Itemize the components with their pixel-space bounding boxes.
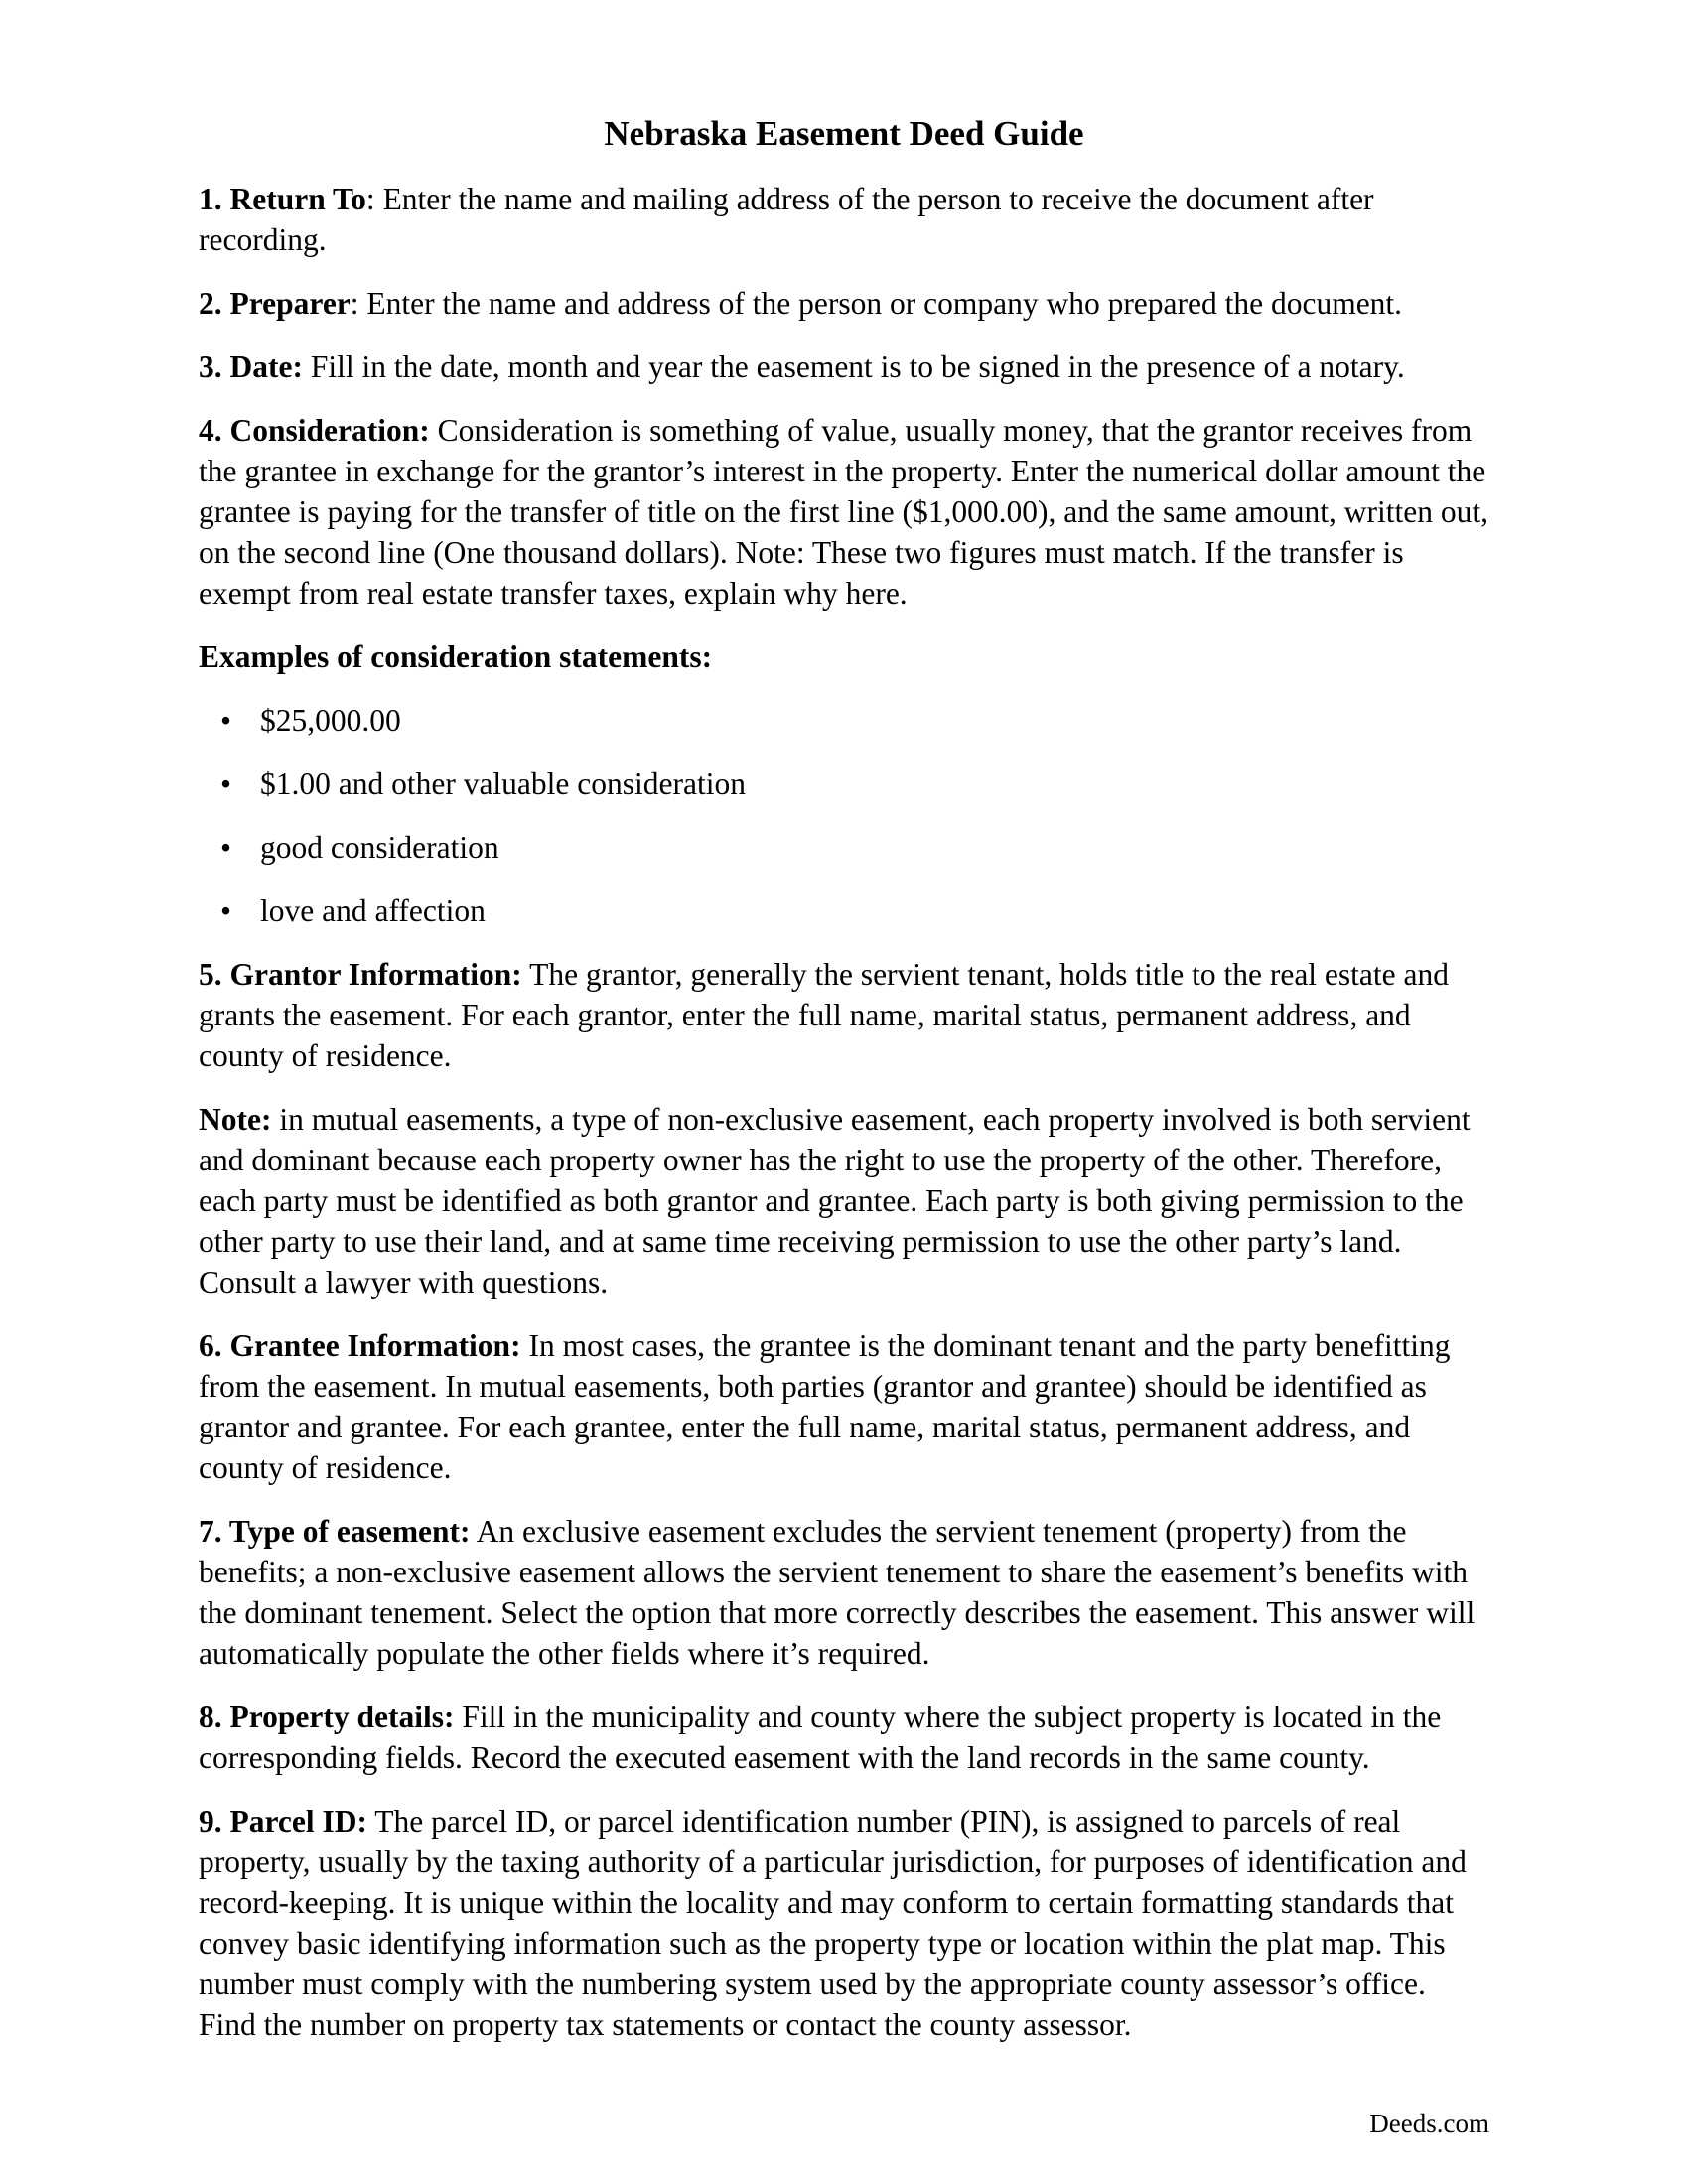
- list-item: [199, 763, 1489, 804]
- footer-brand: Deeds.com: [1369, 2109, 1489, 2138]
- bullet-icon: •: [220, 830, 232, 865]
- section-type-of-easement: [199, 1511, 1489, 1674]
- section-text: The parcel ID, or parcel identification number (PIN), is assigned to parcels of real property, usually by the taxing authority of a particular jurisdiction, for purposes of identification and record-keeping. It is unique within the locality and may conform to certain formatting standards that convey basic identifying information such as the property type or location within the plat map. This number must comply with the numbering system used by the appropriate county assessor’s office. Find the number on property tax statements or contact the county assessor.: [199, 1804, 1467, 2042]
- section-text: Fill in the date, month and year the easement is to be signed in the presence of a notary.: [302, 349, 1405, 384]
- section-label: 5. Grantor Information:: [199, 957, 522, 992]
- list-item-text: love and affection: [260, 893, 486, 928]
- section-text: Enter the name and address of the person or company who prepared the document.: [358, 286, 1403, 321]
- list-item: [199, 827, 1489, 868]
- section-preparer: [199, 283, 1489, 324]
- section-separator: :: [365, 182, 375, 216]
- section-consideration: [199, 410, 1489, 614]
- section-separator: :: [350, 286, 359, 321]
- examples-heading: Examples of consideration statements:: [199, 639, 713, 674]
- bullet-icon: •: [220, 703, 232, 738]
- section-text: Consideration is something of value, usually money, that the grantor receives from the grantee in exchange for the grantor’s interest in the property. Enter the numerical dollar amount the grantee is paying for the transfer of title on the first line ($1,000.00), and the same amount, written out, on the second line (One thousand dollars). Note: These two figures must match. If the transfer is exempt from real estate transfer taxes, explain why here.: [199, 413, 1489, 611]
- section-label: 9. Parcel ID:: [199, 1804, 367, 1839]
- section-label: 1. Return To: [199, 182, 366, 216]
- document-body: [199, 179, 1489, 2068]
- section-label: 6. Grantee Information:: [199, 1328, 521, 1363]
- section-date: [199, 346, 1489, 387]
- section-note: [199, 1099, 1489, 1302]
- section-property-details: [199, 1697, 1489, 1778]
- section-return-to: [199, 179, 1489, 260]
- section-label: 4. Consideration:: [199, 413, 430, 448]
- bullet-icon: •: [220, 893, 232, 928]
- section-text: Enter the name and mailing address of the person to receive the document after recording.: [199, 182, 1374, 257]
- list-item: [199, 700, 1489, 741]
- section-text: In most cases, the grantee is the dominant tenant and the party benefitting from the easement. In mutual easements, both parties (grantor and grantee) should be identified as grantor and grantee. For each grantee, enter the full name, marital status, permanent address, and county of residence.: [199, 1328, 1451, 1485]
- section-text: in mutual easements, a type of non-exclusive easement, each property involved is both servient and dominant because each property owner has the right to use the property of the other. Therefore, each party must be identified as both grantor and grantee. Each party is both giving permission to the other party to use their land, and at same time receiving permission to use the other party’s land. Consult a lawyer with questions.: [199, 1102, 1471, 1299]
- bullet-icon: •: [220, 766, 232, 801]
- section-text: The grantor, generally the servient tenant, holds title to the real estate and grants the easement. For each grantor, enter the full name, marital status, permanent address, and county of residence.: [199, 957, 1449, 1073]
- examples-list: [199, 700, 1489, 931]
- section-label: 7. Type of easement:: [199, 1514, 471, 1549]
- section-label: 8. Property details:: [199, 1700, 455, 1734]
- list-item: [199, 890, 1489, 931]
- section-text: Fill in the municipality and county where the subject property is located in the corresponding fields. Record the executed easement with the land records in the same county.: [199, 1700, 1442, 1775]
- list-item-text: $1.00 and other valuable consideration: [260, 766, 746, 801]
- section-parcel-id: [199, 1801, 1489, 2045]
- section-label: Note:: [199, 1102, 272, 1137]
- page-title: Nebraska Easement Deed Guide: [604, 114, 1084, 153]
- section-label: 2. Preparer: [199, 286, 351, 321]
- section-grantee-information: [199, 1325, 1489, 1488]
- section-label: 3. Date:: [199, 349, 303, 384]
- section-grantor-information: [199, 954, 1489, 1076]
- list-item-text: $25,000.00: [260, 703, 401, 738]
- section-text: An exclusive easement excludes the servient tenement (property) from the benefits; a non-exclusive easement allows the servient tenement to share the easement’s benefits with the dominant tenement. Select the option that more correctly describes the easement. This answer will automatically populate the other fields where it’s required.: [199, 1514, 1476, 1671]
- list-item-text: good consideration: [260, 830, 499, 865]
